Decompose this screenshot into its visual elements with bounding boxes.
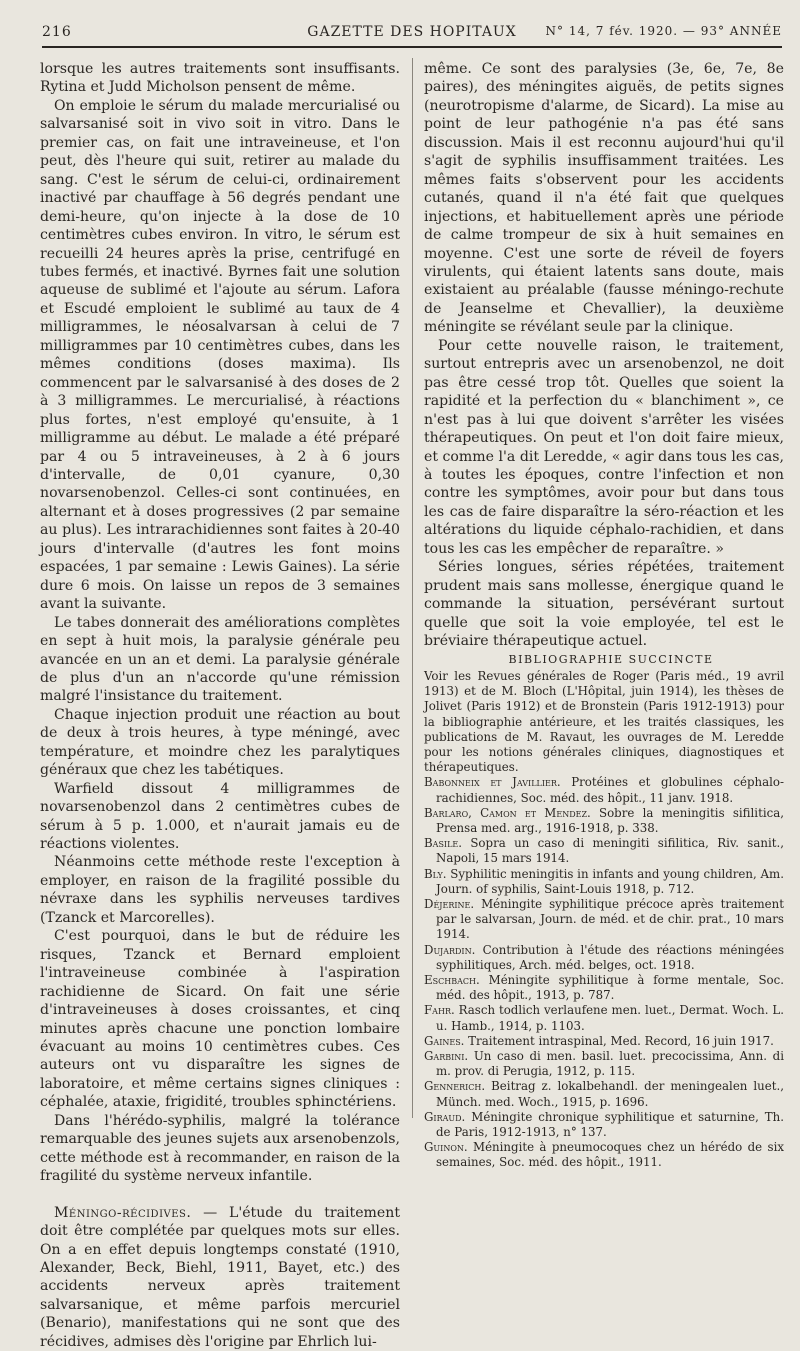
bibliography-entry bbox=[424, 973, 784, 1003]
entry-text: Syphilitic meningitis in infants and young children, Am. Journ. of syphilis, Saint-Louis 1918, p. 712. bbox=[436, 866, 784, 896]
bibliography-entry bbox=[424, 1140, 784, 1170]
paragraph: Le tabes donnerait des améliorations complètes en sept à huit mois, la paralysie générale peu avancée en un an et demi. La paralysie générale de plus d'un an n'accorde qu'une rémission malgré l'insistance du traitement. bbox=[40, 614, 400, 705]
page-number: 216 bbox=[42, 24, 72, 40]
paragraph: lorsque les autres traitements sont insuffisants. Rytina et Judd Micholson pensent de même. bbox=[40, 61, 400, 96]
paragraph: Warfield dissout 4 milligrammes de novarsenobenzol dans 2 centimètres cubes de sérum à 5 p. 1.000, et n'aurait jamais eu de réactions violentes. bbox=[40, 780, 400, 853]
entry-text: Contribution à l'étude des réactions méningées syphilitiques, Arch. méd. belges, oct. 1918. bbox=[436, 942, 784, 972]
bibliography-entry bbox=[424, 1034, 784, 1049]
entry-author: Bly. bbox=[424, 866, 447, 881]
bibliography-entry bbox=[424, 943, 784, 973]
paragraph: Dans l'hérédo-syphilis, malgré la tolérance remarquable des jeunes sujets aux arsenobenzols, cette méthode est à recommander, en raison de la fragilité du système nerveux infantile. bbox=[40, 1112, 400, 1185]
section-heading: Méningo-récidives. bbox=[54, 1204, 192, 1221]
left-column bbox=[40, 60, 400, 1351]
entry-author: Giraud. bbox=[424, 1109, 466, 1124]
entry-text: Beitrag z. lokalbehandl. der meningealen luet., Münch. med. Woch., 1915, p. 1696. bbox=[436, 1079, 784, 1109]
issue-info: N° 14, 7 fév. 1920. — 93° ANNÉE bbox=[545, 24, 782, 38]
entry-text: Protéines et globulines céphalo-rachidiennes, Soc. méd. des hôpit., 11 janv. 1918. bbox=[436, 775, 784, 805]
paragraph: même. Ce sont des paralysies (3e, 6e, 7e, 8e paires), des méningites aiguës, de petits signes (neurotropisme d'alarme, de Sicard). La mise au point de leur pathogénie n'a pas été sans discussion. Mais il est reconnu aujourd'hui qu'il s'agit de syphilis insuffisamment traitées. Les mêmes faits s'observent pour les accidents cutanés, quand il n'a été fait que quelques injections, et habituellement après une période de calme trompeur de six à huit semaines en moyenne. C'est une sorte de réveil de foyers virulents, qui étaient latents sans doute, mais existaient au préalable (fausse méningo-rechute de Jeanselme et Chevallier), la deuxième méningite se révélant seule par la clinique. bbox=[424, 61, 784, 336]
section-spacer bbox=[40, 1186, 400, 1204]
bibliography-entry bbox=[424, 897, 784, 943]
paragraph: C'est pourquoi, dans le but de réduire les risques, Tzanck et Bernard emploient l'intraveineuse combinée à l'aspiration rachidienne de Sicard. On fait une série d'intraveineuses à doses croissantes, et cinq minutes après chacune une ponction lombaire évacuant au moins 10 centimètres cubes. Ces auteurs ont vu disparaître les signes de laboratoire, et même certains signes cliniques : céphalée, ataxie, frigidité, troubles sphinctériens. bbox=[40, 928, 400, 1111]
bibliography-entry bbox=[424, 1110, 784, 1140]
bibliography-entry bbox=[424, 867, 784, 897]
paragraph: Pour cette nouvelle raison, le traitement, surtout entrepris avec un arsenobenzol, ne doit pas être cessé trop tôt. Quelles que soient la rapidité et la perfection du « blanchiment », ce n'est pas à lui que doivent s'arrêter les visées thérapeutiques. On peut et l'on doit faire mieux, et comme l'a dit Leredde, « agir dans tous les cas, à toutes les époques, contre l'infection et non contre les symptômes, avoir pour but dans tous les cas de faire disparaître la séro-réaction et les altérations du liquide céphalo-rachidien, et dans tous les cas les empêcher de reparaître. » bbox=[424, 337, 784, 557]
bibliography bbox=[424, 669, 784, 1171]
entry-author: Basile. bbox=[424, 836, 462, 851]
bibliography-intro: Voir les Revues générales de Roger (Paris méd., 19 avril 1913) et de M. Bloch (L'Hôpital, juin 1914), les thèses de Jolivet (Paris 1912) et de Bronstein (Paris 1912-1913) pour la bibliographie antérieure, et les traités classiques, les publications de M. Ravaut, les ouvrages de M. Leredde pour les notions générales cliniques, diagnostiques et thérapeutiques. bbox=[424, 668, 784, 775]
entry-text: Rasch todlich verlaufene men. luet., Dermat. Woch. L. u. Hamb., 1914, p. 1103. bbox=[436, 1003, 784, 1033]
entry-author: Gaines. bbox=[424, 1033, 465, 1048]
entry-author: Dujardin. bbox=[424, 942, 476, 957]
entry-author: Fahr. bbox=[424, 1003, 455, 1018]
entry-text: Méningite chronique syphilitique et saturnine, Th. de Paris, 1912-1913, n° 137. bbox=[436, 1109, 784, 1140]
section-paragraph bbox=[40, 1204, 400, 1351]
entry-text: Traitement intraspinal, Med. Record, 16 juin 1917. bbox=[464, 1033, 774, 1048]
bibliography-entry bbox=[424, 1049, 784, 1079]
section-text: — L'étude du traitement doit être complétée par quelques mots sur elles. On a en effet depuis longtemps constaté (1910, Alexander, Beck, Biehl, 1911, Bayet, etc.) des accidents nerveux après traitement salvarsanique, et même parfois mercuriel (Benario), manifestations qui ne sont que des récidives, admises dès l'origine par Ehrlich lui- bbox=[40, 1204, 400, 1350]
entry-author: Gennerich. bbox=[424, 1079, 486, 1094]
entry-author: Eschbach. bbox=[424, 973, 480, 988]
bibliography-entry bbox=[424, 806, 784, 836]
bibliography-entry bbox=[424, 1079, 784, 1109]
entry-text: Méningite à pneumocoques chez un hérédo de six semaines, Soc. méd. des hôpit., 1911. bbox=[436, 1140, 784, 1170]
entry-text: Sobre la meningitis sifilitica, Prensa med. arg., 1916-1918, p. 338. bbox=[436, 805, 784, 835]
running-header bbox=[42, 20, 782, 48]
entry-author: Babonneix et Javillier. bbox=[424, 775, 561, 790]
journal-title: GAZETTE DES HOPITAUX bbox=[307, 24, 517, 40]
column-divider bbox=[412, 58, 413, 1118]
entry-text: Un caso di men. basil. luet. precocissima, Ann. di m. prov. di Perugia, 1912, p. 115. bbox=[436, 1049, 784, 1079]
entry-author: Garbini. bbox=[424, 1049, 469, 1064]
paragraph: Chaque injection produit une réaction au bout de deux à trois heures, à type méningé, avec température, et moindre chez les paralytiques généraux que chez les tabétiques. bbox=[40, 706, 400, 779]
entry-author: Guinon. bbox=[424, 1140, 468, 1155]
right-column bbox=[424, 60, 784, 1171]
entry-text: Méningite syphilitique précoce après traitement par le salvarsan, Journ. de méd. et de chir. prat., 10 mars 1914. bbox=[436, 897, 784, 942]
bibliography-title: BIBLIOGRAPHIE SUCCINCTE bbox=[508, 652, 714, 666]
entry-text: Sopra un caso di meningiti sifilitica, Riv. sanit., Napoli, 15 mars 1914. bbox=[436, 836, 784, 866]
bibliography-entry bbox=[424, 775, 784, 805]
entry-author: Barlaro, Camon et Mendez. bbox=[424, 805, 591, 820]
bibliography-entry bbox=[424, 836, 784, 866]
bibliography-entry bbox=[424, 1003, 784, 1033]
paragraph: On emploie le sérum du malade mercurialisé ou salvarsanisé soit in vivo soit in vitro. Dans le premier cas, on fait une intraveineuse, et l'on peut, dès l'heure qui suit, retirer au malade du sang. C'est le sérum de celui-ci, ordinairement inactivé par chauffage à 56 degrés pendant une demi-heure, qu'on injecte à la dose de 10 centimètres cubes environ. In vitro, le sérum est recueilli 24 heures après la prise, centrifugé en tubes fermés, et inactivé. Byrnes fait une solution aqueuse de sublimé et l'ajoute au sérum. Lafora et Escudé emploient le sublimé au taux de 4 milligrammes, le néosalvarsan à celui de 7 milligrammes par 10 centimètres cubes, dans les mêmes conditions (doses maxima). Ils commencent par le salvarsanisé à des doses de 2 à 3 milligrammes. Le mercurialisé, à réactions plus fortes, n'est employé qu'ensuite, à 1 milligramme au début. Le malade a été préparé par 4 ou 5 intraveineuses, à 2 à 6 jours d'intervalle, de 0,01 cyanure, 0,30 novarsenobenzol. Celles-ci sont continuées, en alternant et à doses progressives (2 par semaine au plus). Les intrarachidiennes sont faites à 20-40 jours d'intervalle (d'autres les font moins espacées, 1 par semaine : Lewis Gaines). La série dure 6 mois. On laisse un repos de 3 semaines avant la suivante. bbox=[40, 97, 400, 613]
paragraph: Séries longues, séries répétées, traitement prudent mais sans mollesse, énergique quand le commande la situation, persévérant surtout quelle que soit la voie employée, tel est le bréviaire thérapeutique actuel. bbox=[424, 559, 784, 650]
paragraph: Néanmoins cette méthode reste l'exception à employer, en raison de la fragilité possible du névraxe dans les syphilis nerveuses tardives (Tzanck et Marcorelles). bbox=[40, 854, 400, 926]
entry-author: Déjerine. bbox=[424, 897, 475, 911]
entry-text: Méningite syphilitique à forme mentale, Soc. méd. des hôpit., 1913, p. 787. bbox=[436, 973, 784, 1003]
